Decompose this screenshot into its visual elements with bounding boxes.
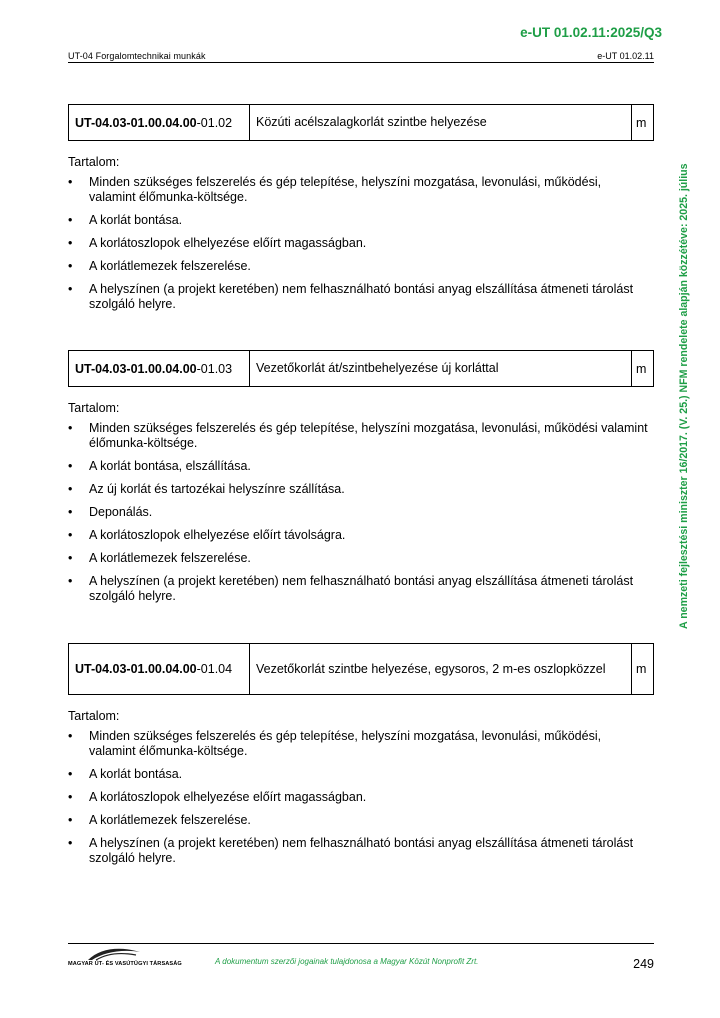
list-item: • Minden szükséges felszerelés és gép telepítése, helyszíni mozgatása, levonulási, működési, valamint élőmunka-költsége. — [68, 729, 648, 759]
footer-divider — [68, 943, 654, 944]
list-item: • A korlátlemezek felszerelése. — [68, 551, 648, 566]
item-code-suffix: -01.02 — [196, 115, 233, 130]
header-document-id: e-UT 01.02.11 — [597, 51, 654, 61]
item-section-3 — [68, 643, 654, 874]
item-code-suffix: -01.04 — [196, 662, 233, 676]
content-list — [68, 421, 654, 604]
list-item: • Deponálás. — [68, 505, 648, 520]
item-header-table — [68, 643, 654, 695]
list-item: • Minden szükséges felszerelés és gép telepítése, helyszíni mozgatása, levonulási, működési valamint élőmunka-költsége. — [68, 421, 648, 451]
item-unit: m — [632, 105, 654, 141]
item-code — [69, 351, 250, 387]
item-section-1 — [68, 104, 654, 320]
item-code-suffix: -01.03 — [196, 361, 233, 376]
list-item: • A korlát bontása. — [68, 213, 648, 228]
item-unit: m — [632, 644, 654, 695]
list-item: • A helyszínen (a projekt keretében) nem felhasználható bontási anyag elszállítása átmeneti tárolást szolgáló helyre. — [68, 574, 648, 604]
copyright-notice: A dokumentum szerzői jogainak tulajdonosa a Magyar Közút Nonprofit Zrt. — [215, 957, 479, 966]
page-number: 249 — [633, 957, 654, 971]
list-item: • A korlátoszlopok elhelyezése előírt magasságban. — [68, 790, 648, 805]
list-item: • A korlátoszlopok elhelyezése előírt magasságban. — [68, 236, 648, 251]
item-title: Közúti acélszalagkorlát szintbe helyezése — [250, 105, 632, 141]
item-code-main: UT-04.03-01.00.04.00 — [75, 361, 197, 376]
list-item: • A korlátoszlopok elhelyezése előírt távolságra. — [68, 528, 648, 543]
item-title: Vezetőkorlát szintbe helyezése, egysoros, 2 m-es oszlopközzel — [250, 644, 632, 695]
item-code-main: UT-04.03-01.00.04.00 — [75, 115, 197, 130]
document-code: e-UT 01.02.11:2025/Q3 — [520, 25, 662, 40]
header-chapter-title: UT-04 Forgalomtechnikai munkák — [68, 51, 206, 61]
list-item: • A korlátlemezek felszerelése. — [68, 259, 648, 274]
item-code-main: UT-04.03-01.00.04.00 — [75, 662, 197, 676]
item-header-table — [68, 350, 654, 387]
list-item: • Az új korlát és tartozékai helyszínre szállítása. — [68, 482, 648, 497]
content-label: Tartalom: — [68, 155, 120, 169]
list-item: • A korlátlemezek felszerelése. — [68, 813, 648, 828]
content-list — [68, 175, 654, 312]
list-item: • A korlát bontása. — [68, 767, 648, 782]
item-code — [69, 644, 250, 695]
logo-text: MAGYAR ÚT- ÉS VASÚTÜGYI TÁRSASÁG — [68, 961, 182, 967]
content-label: Tartalom: — [68, 401, 120, 415]
header-divider — [68, 62, 654, 63]
content-label: Tartalom: — [68, 709, 120, 723]
publisher-logo — [68, 946, 182, 970]
publication-side-note: A nemzeti fejlesztési miniszter 16/2017. (V. 25.) NFM rendelete alapján közzétéve: 2025. július — [678, 163, 690, 629]
list-item: • A helyszínen (a projekt keretében) nem felhasználható bontási anyag elszállítása átmeneti tárolást szolgáló helyre. — [68, 282, 648, 312]
item-code — [69, 105, 250, 141]
item-title: Vezetőkorlát át/szintbehelyezése új korláttal — [250, 351, 632, 387]
list-item: • A korlát bontása, elszállítása. — [68, 459, 648, 474]
logo-swoosh-icon — [86, 946, 142, 962]
item-header-table — [68, 104, 654, 141]
item-unit: m — [632, 351, 654, 387]
list-item: • Minden szükséges felszerelés és gép telepítése, helyszíni mozgatása, levonulási, működési, valamint élőmunka-költsége. — [68, 175, 648, 205]
content-list — [68, 729, 654, 866]
item-section-2 — [68, 350, 654, 612]
list-item: • A helyszínen (a projekt keretében) nem felhasználható bontási anyag elszállítása átmeneti tárolást szolgáló helyre. — [68, 836, 648, 866]
